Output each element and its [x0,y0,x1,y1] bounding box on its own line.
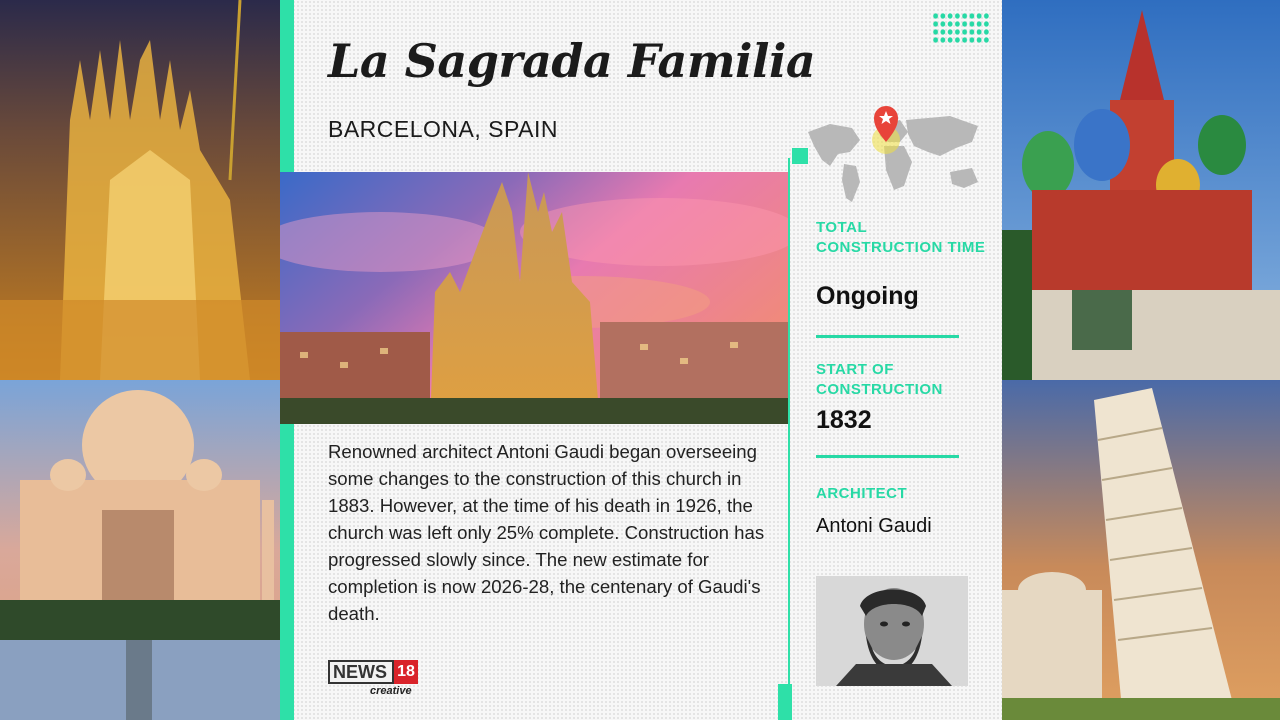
stat-divider [816,455,959,458]
dot-grid-decoration [932,12,990,44]
logo-tagline: creative [370,685,412,697]
photo-sagrada-familia-night [0,0,280,380]
stat-label-architect: ARCHITECT [816,485,908,502]
location-subtitle: BARCELONA, SPAIN [328,116,558,142]
photo-st-basils-cathedral [1002,0,1280,380]
photo-leaning-tower-of-pisa [1002,380,1280,720]
logo-news-text: NEWS [328,660,394,684]
accent-bar-bottom [280,424,294,720]
page-title: La Sagrada Familia [328,34,816,88]
stat-value-start-of-construction: 1832 [816,406,872,434]
hero-image-sagrada-familia [280,172,788,424]
architect-portrait [816,576,968,686]
stat-value-total-construction-time: Ongoing [816,282,919,310]
accent-square-bottom [778,684,792,720]
description-paragraph: Renowned architect Antoni Gaudi began overseeing some changes to the construction of this church in 1883. However, at the time of his death in 1926, the church was left only 25% complete. Construction has progressed slowly since. The new estimate for completion is now 2026-28, the centenary of Gaudi's death. [328,441,765,624]
logo-number-badge: 18 [394,660,418,684]
divider-vertical [788,158,790,686]
accent-bar-top [280,0,294,172]
stat-value-architect: Antoni Gaudi [816,515,932,537]
world-map-icon [800,102,990,206]
info-card [280,0,1002,720]
stat-divider [816,335,959,338]
stat-label-total-construction-time: TOTAL CONSTRUCTION TIME [816,219,986,256]
accent-square-top [792,148,808,164]
stat-label-start-of-construction: START OF CONSTRUCTION [816,361,943,398]
photo-taj-mahal [0,380,280,720]
